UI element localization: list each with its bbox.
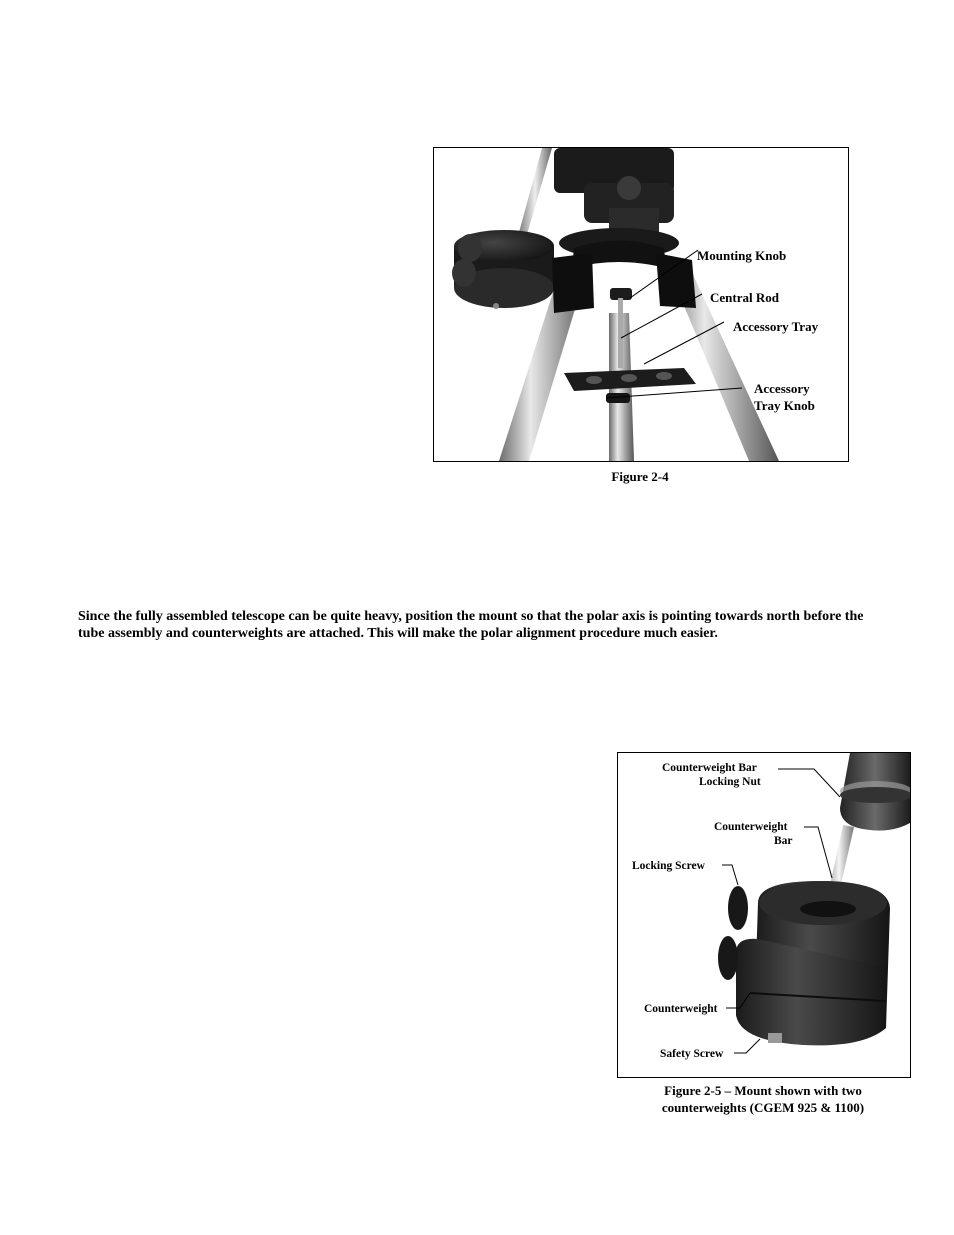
label-accessory-tray-knob-1: Accessory [754, 381, 810, 396]
figure-2-5-frame [617, 752, 911, 1078]
label-mounting-knob: Mounting Knob [697, 248, 787, 263]
note-paragraph: Since the fully assembled telescope can be quite heavy, position the mount so that the polar axis is pointing towards north before the tube assembly and counterweights are attached. This will make the polar alignment procedure much easier. [78, 609, 864, 641]
figure-2-5-caption-2: counterweights (CGEM 925 & 1100) [661, 1100, 865, 1115]
label-counterweight: Counterweight [644, 1003, 718, 1015]
label-counterweight-bar-1: Counterweight [714, 821, 788, 833]
label-safety-screw: Safety Screw [660, 1048, 724, 1060]
label-bar-locking-nut-2: Locking Nut [699, 776, 761, 788]
label-accessory-tray: Accessory Tray [733, 319, 819, 334]
counterweight-photo-illustration [618, 753, 910, 1077]
label-bar-locking-nut-1: Counterweight Bar [662, 762, 757, 774]
tripod-photo-illustration [434, 148, 848, 461]
figure-2-4-frame [433, 147, 849, 462]
label-counterweight-bar-2: Bar [774, 835, 793, 847]
figure-2-4-caption: Figure 2-4 [611, 469, 669, 484]
figure-2-5-caption-1: Figure 2-5 – Mount shown with two [664, 1083, 862, 1098]
label-central-rod: Central Rod [710, 290, 779, 305]
label-locking-screw: Locking Screw [632, 860, 705, 872]
label-accessory-tray-knob-2: Tray Knob [754, 398, 815, 413]
